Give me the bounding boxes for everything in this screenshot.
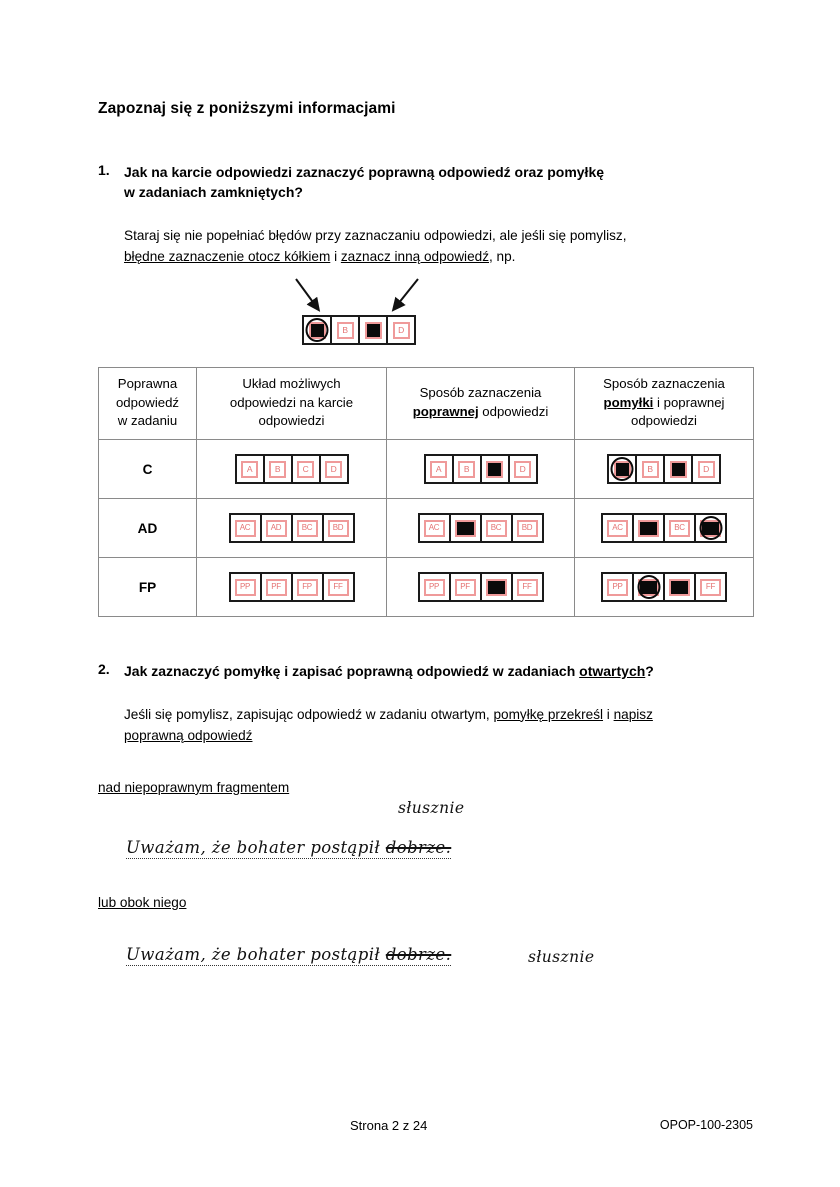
answer-box-filled-marker — [365, 322, 382, 339]
answer-box-filled-marker — [669, 579, 690, 596]
handwriting-label-beside: lub obok niego — [98, 894, 187, 910]
paragraph-2-line-2: poprawną odpowiedź — [124, 727, 253, 743]
answer-box-label: PP — [235, 579, 256, 596]
answer-box-label: PF — [266, 579, 287, 596]
answer-box-label: C — [297, 461, 314, 478]
answer-box-bd[interactable] — [513, 515, 542, 541]
answer-box-filled-marker — [700, 520, 721, 537]
handwriting-correction-above: słusznie — [398, 798, 465, 817]
question-2-text — [124, 661, 654, 681]
cell-layout — [197, 440, 387, 499]
answer-box-label: D — [325, 461, 342, 478]
paragraph-1-line-1: Staraj się nie popełniać błędów przy zaznaczaniu odpowiedzi, ale jeśli się pomylisz, — [124, 227, 627, 243]
cell-mark-mistake — [575, 440, 754, 499]
answer-box-label: A — [241, 461, 258, 478]
answer-box-group — [418, 572, 544, 602]
question-2-paragraph — [124, 704, 753, 746]
handwriting-kept-text: Uważam, że bohater postąpił — [126, 837, 386, 857]
handwriting-kept-text: Uważam, że bohater postąpił — [126, 944, 386, 964]
question-1 — [98, 162, 753, 203]
row-correct-answer-label: FP — [99, 558, 197, 617]
footer-page-number: Strona 2 z 24 — [350, 1118, 428, 1133]
header-correct-answer — [99, 368, 197, 440]
cell-layout — [197, 499, 387, 558]
page-title: Zapoznaj się z poniższymi informacjami — [98, 100, 396, 117]
answer-box-label: B — [642, 461, 659, 478]
answer-box-label: FF — [517, 579, 538, 596]
paragraph-1-conjunction: i — [330, 248, 341, 264]
answer-box-label: D — [698, 461, 715, 478]
row-correct-answer-label: AD — [99, 499, 197, 558]
question-1-line-1: Jak na karcie odpowiedzi zaznaczyć poprawną odpowiedź oraz pomyłkę — [124, 164, 605, 180]
row-correct-answer-label: C — [99, 440, 197, 499]
header-line: odpowiedzi na karcie — [229, 394, 354, 410]
answer-box-group — [607, 454, 721, 484]
answer-box-bd[interactable] — [696, 515, 725, 541]
answer-box-label: D — [393, 322, 410, 339]
answer-box-bd[interactable] — [324, 515, 353, 541]
answer-box-ff[interactable] — [513, 574, 542, 600]
paragraph-2-underline-2: napisz — [613, 706, 653, 722]
answer-box-filled-marker — [455, 520, 476, 537]
answer-box-label: B — [269, 461, 286, 478]
answer-box-label: B — [458, 461, 475, 478]
answer-box-c[interactable] — [482, 456, 510, 482]
question-1-paragraph — [124, 225, 753, 267]
header-layout — [197, 368, 387, 440]
header-line: Układ możliwych — [242, 376, 341, 391]
question-2-underline: otwartych — [579, 663, 646, 680]
answer-box-ac[interactable] — [231, 515, 262, 541]
cell-mark-correct — [387, 499, 575, 558]
answer-box-group — [229, 572, 355, 602]
answer-box-label: BC — [669, 520, 690, 537]
question-1-text — [124, 162, 604, 203]
answer-box-ff[interactable] — [324, 574, 353, 600]
answer-box-label: BD — [517, 520, 538, 537]
answer-box-filled-marker — [486, 579, 507, 596]
answer-box-label: BD — [328, 520, 349, 537]
answer-box-b[interactable] — [454, 456, 482, 482]
handwriting-struck-text: dobrze. — [385, 837, 452, 857]
answer-box-pp[interactable] — [231, 574, 262, 600]
answer-box-d[interactable] — [510, 456, 536, 482]
answer-box-label: BC — [297, 520, 318, 537]
answer-box-filled-marker — [486, 461, 503, 478]
answer-box-bc[interactable] — [482, 515, 513, 541]
answer-box-group — [229, 513, 355, 543]
answer-marking-table — [98, 367, 754, 617]
header-line: Sposób zaznaczenia — [603, 376, 725, 391]
header-line: odpowiedzi — [258, 413, 325, 429]
answer-box-c[interactable] — [665, 456, 693, 482]
answer-box-pp[interactable] — [420, 574, 451, 600]
answer-box-ac[interactable] — [603, 515, 634, 541]
answer-box-d[interactable] — [321, 456, 347, 482]
answer-box-ad[interactable] — [262, 515, 293, 541]
answer-box-label: B — [337, 322, 354, 339]
answer-box-group — [601, 572, 727, 602]
header-line: odpowiedzi — [478, 404, 549, 420]
header-mark-mistake — [575, 368, 754, 440]
cell-layout — [197, 558, 387, 617]
handwriting-sentence-2 — [126, 945, 451, 966]
paragraph-1-underline-1: błędne zaznaczenie otocz kółkiem — [124, 248, 331, 264]
answer-box-pf[interactable] — [262, 574, 293, 600]
arrow-to-circled-cell — [296, 279, 318, 309]
answer-box-label: D — [514, 461, 531, 478]
header-mark-correct — [387, 368, 575, 440]
paragraph-2-conjunction: i — [603, 706, 614, 722]
answer-box-a[interactable] — [304, 317, 332, 343]
answer-box-b[interactable] — [637, 456, 665, 482]
header-emphasis: poprawnej — [412, 404, 479, 420]
answer-box-label: FF — [700, 579, 721, 596]
answer-box-bc[interactable] — [665, 515, 696, 541]
question-2-number: 2. — [98, 661, 110, 678]
header-line: odpowiedzi — [631, 413, 697, 429]
header-line: w zadaniu — [117, 413, 178, 429]
question-2-text-post: ? — [645, 663, 654, 680]
answer-box-label: BC — [486, 520, 507, 537]
table-row — [99, 440, 754, 499]
example-answer-row — [302, 315, 416, 345]
answer-box-ff[interactable] — [696, 574, 725, 600]
answer-box-d[interactable] — [693, 456, 719, 482]
header-line: Poprawna — [117, 376, 178, 391]
question-2-text-pre: Jak zaznaczyć pomyłkę i zapisać poprawną odpowiedź w zadaniach — [124, 663, 580, 680]
answer-box-d[interactable] — [388, 317, 414, 343]
answer-box-pf[interactable] — [634, 574, 665, 600]
header-line: odpowiedź — [115, 394, 180, 410]
answer-box-ad[interactable] — [634, 515, 665, 541]
answer-box-pp[interactable] — [603, 574, 634, 600]
cell-mark-mistake — [575, 558, 754, 617]
answer-box-ad[interactable] — [451, 515, 482, 541]
answer-box-a[interactable] — [609, 456, 637, 482]
arrow-to-filled-cell — [394, 279, 418, 309]
answer-box-label: PP — [607, 579, 628, 596]
cell-mark-correct — [387, 558, 575, 617]
answer-box-group — [235, 454, 349, 484]
answer-box-bc[interactable] — [293, 515, 324, 541]
handwriting-example-2 — [98, 920, 753, 968]
answer-box-group — [424, 454, 538, 484]
handwriting-sentence-1 — [126, 838, 451, 859]
answer-box-b[interactable] — [265, 456, 293, 482]
answer-box-a[interactable] — [426, 456, 454, 482]
cell-mark-correct — [387, 440, 575, 499]
answer-box-label: PP — [424, 579, 445, 596]
table-header-row — [99, 368, 754, 440]
handwriting-example-1 — [98, 799, 753, 861]
table-body — [99, 440, 754, 617]
answer-box-label: A — [430, 461, 447, 478]
answer-box-label: AC — [607, 520, 628, 537]
answer-box-filled-marker — [670, 461, 687, 478]
footer-document-code: OPOP-100-2305 — [659, 1118, 753, 1132]
answer-box-fp[interactable] — [665, 574, 696, 600]
example-illustration — [98, 277, 753, 349]
question-1-line-2: w zadaniach zamkniętych? — [124, 184, 303, 201]
table-row — [99, 558, 754, 617]
answer-box-label: FP — [297, 579, 318, 596]
example-arrows — [278, 277, 518, 319]
answer-box-c[interactable] — [293, 456, 321, 482]
answer-box-label: FF — [328, 579, 349, 596]
header-emphasis: pomyłki — [603, 394, 654, 410]
handwriting-label-above: nad niepoprawnym fragmentem — [98, 779, 290, 795]
answer-box-group — [302, 315, 416, 345]
answer-box-filled-marker — [614, 461, 631, 478]
answer-box-c[interactable] — [360, 317, 388, 343]
paragraph-1-tail: , np. — [489, 248, 516, 264]
header-line: i poprawnej — [653, 394, 725, 410]
answer-box-fp[interactable] — [482, 574, 513, 600]
answer-box-filled-marker — [638, 579, 659, 596]
paragraph-2-pre: Jeśli się pomylisz, zapisując odpowiedź w zadaniu otwartym, — [124, 706, 494, 722]
answer-box-a[interactable] — [237, 456, 265, 482]
answer-box-fp[interactable] — [293, 574, 324, 600]
page-content — [98, 0, 753, 968]
answer-box-label: AC — [235, 520, 256, 537]
paragraph-2-underline-1: pomyłkę przekreśl — [493, 706, 604, 722]
answer-box-filled-marker — [309, 322, 326, 339]
handwriting-struck-text: dobrze. — [385, 944, 452, 964]
answer-box-group — [601, 513, 727, 543]
answer-box-label: AC — [424, 520, 445, 537]
paragraph-1-underline-2: zaznacz inną odpowiedź — [340, 248, 489, 264]
answer-box-ac[interactable] — [420, 515, 451, 541]
answer-box-label: AD — [266, 520, 287, 537]
answer-box-pf[interactable] — [451, 574, 482, 600]
table-row — [99, 499, 754, 558]
header-line: Sposób zaznaczenia — [419, 385, 542, 401]
answer-box-b[interactable] — [332, 317, 360, 343]
answer-box-filled-marker — [638, 520, 659, 537]
question-2 — [98, 661, 753, 681]
handwriting-correction-beside: słusznie — [528, 947, 595, 966]
question-1-number: 1. — [98, 162, 110, 178]
answer-box-group — [418, 513, 544, 543]
answer-box-label: PF — [455, 579, 476, 596]
cell-mark-mistake — [575, 499, 754, 558]
